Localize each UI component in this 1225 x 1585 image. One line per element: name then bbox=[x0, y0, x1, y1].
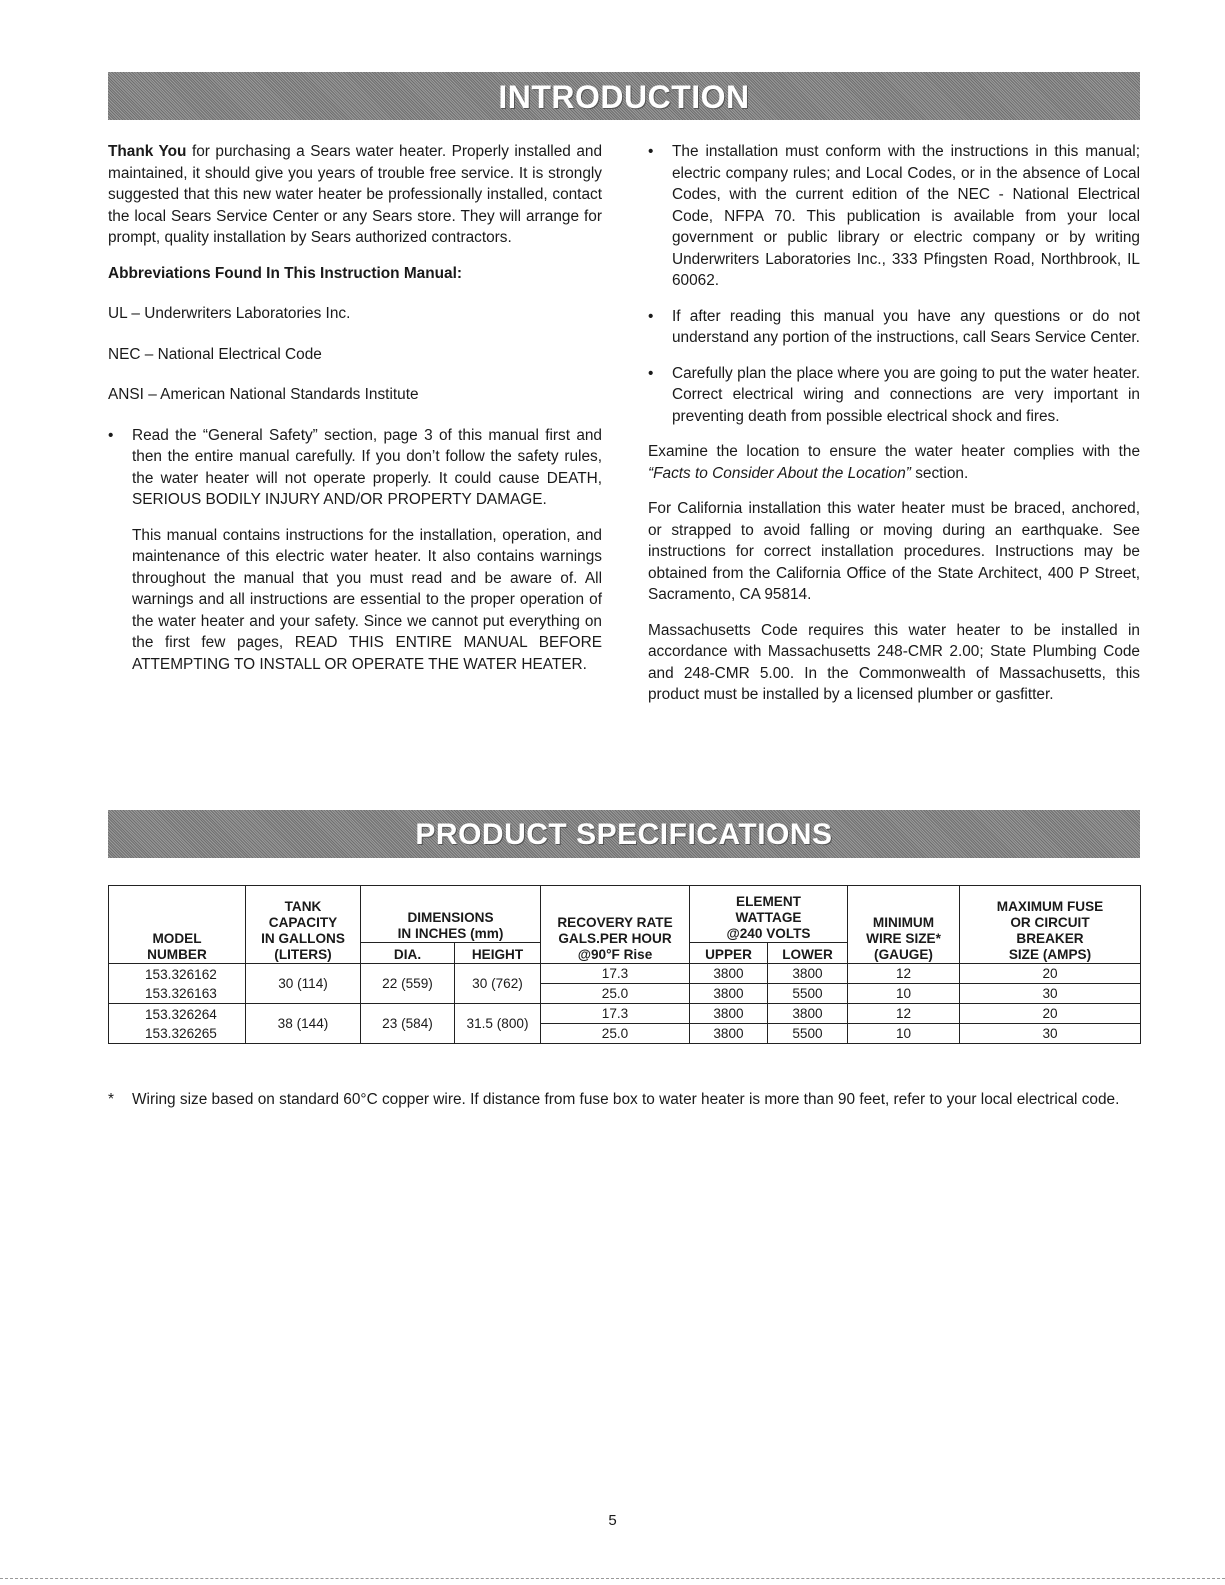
thank-you-bold: Thank You bbox=[108, 143, 187, 160]
fuse-cell: 30 bbox=[960, 1024, 1141, 1044]
general-safety-bullet bbox=[108, 425, 602, 511]
wire-cell: 10 bbox=[848, 1024, 960, 1044]
bullet-dot: • bbox=[648, 307, 654, 325]
header-wire-size: MINIMUM WIRE SIZE* (GAUGE) bbox=[848, 886, 960, 964]
model-numbers-cell: 153.326264 153.326265 bbox=[109, 1004, 246, 1044]
upper-cell: 3800 bbox=[690, 1024, 768, 1044]
header-max-fuse: MAXIMUM FUSE OR CIRCUIT BREAKER SIZE (AMPS) bbox=[960, 886, 1141, 964]
installation-conform-text: The installation must conform with the instructions in this manual; electric company rules; and Local Codes, or in the absence of Local Codes, with the current edition of the NEC - National Electrical Code, NFPA 70. This publication is available from your local government or public library or electric company or by writing Underwriters Laboratories Inc., 333 Pfingsten Road, Northbrook, IL 60062. bbox=[672, 143, 1140, 289]
header-model: MODEL NUMBER bbox=[109, 886, 246, 964]
thank-you-paragraph bbox=[108, 141, 602, 249]
recovery-cell: 25.0 bbox=[541, 1024, 690, 1044]
wire-cell: 12 bbox=[848, 964, 960, 984]
header-dia: DIA. bbox=[361, 943, 455, 964]
thank-you-text: for purchasing a Sears water heater. Properly installed and maintained, it should give you years of trouble free service. It is strongly suggested that this new water heater be professionally installed, contact the local Sears Service Center or any Sears store. They will arrange for prompt, quality installation by Sears authorized contractors. bbox=[108, 143, 602, 246]
wiring-footnote bbox=[108, 1089, 1140, 1110]
wire-cell: 12 bbox=[848, 1004, 960, 1024]
questions-text: If after reading this manual you have any questions or do not understand any portion of the instructions, call Sears Service Center. bbox=[672, 307, 1140, 346]
plan-location-text: Carefully plan the place where you are going to put the water heater. Correct electrical wiring and connections are very important in preventing death from possible electrical shock and fires. bbox=[672, 364, 1140, 425]
abbreviation-ansi: ANSI – American National Standards Institute bbox=[108, 386, 419, 403]
introduction-title: INTRODUCTION bbox=[498, 79, 750, 115]
intro-left-column bbox=[108, 141, 602, 689]
bullet-dot: • bbox=[648, 143, 654, 160]
bullet-dot: • bbox=[648, 364, 654, 382]
dia-cell: 23 (584) bbox=[361, 1004, 455, 1044]
plan-location-bullet bbox=[648, 363, 1140, 428]
lower-cell: 5500 bbox=[768, 1024, 848, 1044]
upper-cell: 3800 bbox=[690, 1004, 768, 1024]
wire-cell: 10 bbox=[848, 984, 960, 1004]
intro-right-column bbox=[648, 141, 1140, 720]
general-safety-text: Read the “General Safety” section, page 3 of this manual first and then the entire manual carefully. If you don’t follow the safety rules, the water heater will not operate properly. It could cause DEATH, SERIOUS BODILY INJURY AND/OR PROPERTY DAMAGE. bbox=[132, 426, 602, 508]
model-numbers-cell: 153.326162 153.326163 bbox=[109, 964, 246, 1004]
product-specifications-title: PRODUCT SPECIFICATIONS bbox=[415, 818, 833, 851]
california-paragraph: For California installation this water heater must be braced, anchored, or strapped to avoid falling or moving during an earthquake. See instructions for correct installation procedures. Instructions may be obtained from the California Office of the State Architect, 400 P Street, Sacramento, CA 95814. bbox=[648, 500, 1140, 603]
abbreviations-heading: Abbreviations Found In This Instruction Manual: bbox=[108, 264, 462, 282]
header-tank-capacity: TANK CAPACITY IN GALLONS (LITERS) bbox=[246, 886, 361, 964]
bullet-dot: • bbox=[108, 426, 114, 444]
header-upper: UPPER bbox=[690, 943, 768, 964]
massachusetts-paragraph: Massachusetts Code requires this water heater to be installed in accordance with Massachusetts 248-CMR 2.00; State Plumbing Code and 248-CMR 5.00. In the Commonwealth of Massachusetts, this product must be installed by a licensed plumber or gasfitter. bbox=[648, 621, 1140, 703]
capacity-cell: 30 (114) bbox=[246, 964, 361, 1004]
examine-section-word: section. bbox=[915, 464, 969, 482]
lower-cell: 3800 bbox=[768, 1004, 848, 1024]
lower-cell: 3800 bbox=[768, 964, 848, 984]
recovery-cell: 25.0 bbox=[541, 984, 690, 1004]
page-number: 5 bbox=[608, 1512, 617, 1529]
manual-contents-paragraph: This manual contains instructions for the installation, operation, and maintenance of this electric water heater. It also contains warnings throughout the manual that you must read and be aware of. All warnings and all instructions are essential to the proper operation of the water heater and your safety. Since we cannot put everything on the first few pages, READ THIS ENTIRE MANUAL BEFORE ATTEMPTING TO INSTALL OR OPERATE THE WATER HEATER. bbox=[132, 526, 602, 673]
recovery-cell: 17.3 bbox=[541, 964, 690, 984]
header-recovery-rate: RECOVERY RATE GALS.PER HOUR @90°F Rise bbox=[541, 886, 690, 964]
height-cell: 31.5 (800) bbox=[455, 1004, 541, 1044]
product-specifications-banner bbox=[108, 810, 1140, 858]
recovery-cell: 17.3 bbox=[541, 1004, 690, 1024]
upper-cell: 3800 bbox=[690, 984, 768, 1004]
examine-location-paragraph bbox=[648, 441, 1140, 484]
height-cell: 30 (762) bbox=[455, 964, 541, 1004]
table-row bbox=[109, 1004, 1141, 1024]
examine-text: Examine the location to ensure the water heater complies with the bbox=[648, 443, 1140, 460]
header-lower: LOWER bbox=[768, 943, 848, 964]
lower-cell: 5500 bbox=[768, 984, 848, 1004]
bottom-divider bbox=[0, 1578, 1225, 1579]
introduction-banner bbox=[108, 72, 1140, 120]
upper-cell: 3800 bbox=[690, 964, 768, 984]
header-dimensions: DIMENSIONS IN INCHES (mm) bbox=[361, 886, 541, 943]
header-element-wattage: ELEMENT WATTAGE @240 VOLTS bbox=[690, 886, 848, 943]
facts-section-reference: “Facts to Consider About the Location” bbox=[648, 464, 911, 482]
capacity-cell: 38 (144) bbox=[246, 1004, 361, 1044]
table-header-row bbox=[109, 886, 1141, 943]
dia-cell: 22 (559) bbox=[361, 964, 455, 1004]
fuse-cell: 20 bbox=[960, 1004, 1141, 1024]
footnote-asterisk: * bbox=[108, 1091, 114, 1108]
installation-conform-bullet bbox=[648, 141, 1140, 292]
fuse-cell: 30 bbox=[960, 984, 1141, 1004]
header-height: HEIGHT bbox=[455, 943, 541, 964]
table-row bbox=[109, 964, 1141, 984]
abbreviation-ul: UL – Underwriters Laboratories Inc. bbox=[108, 305, 351, 322]
fuse-cell: 20 bbox=[960, 964, 1141, 984]
specifications-table bbox=[108, 885, 1141, 1044]
footnote-text: Wiring size based on standard 60°C copper wire. If distance from fuse box to water heater is more than 90 feet, refer to your local electrical code. bbox=[132, 1091, 1120, 1108]
questions-bullet bbox=[648, 306, 1140, 349]
abbreviation-nec: NEC – National Electrical Code bbox=[108, 345, 322, 363]
